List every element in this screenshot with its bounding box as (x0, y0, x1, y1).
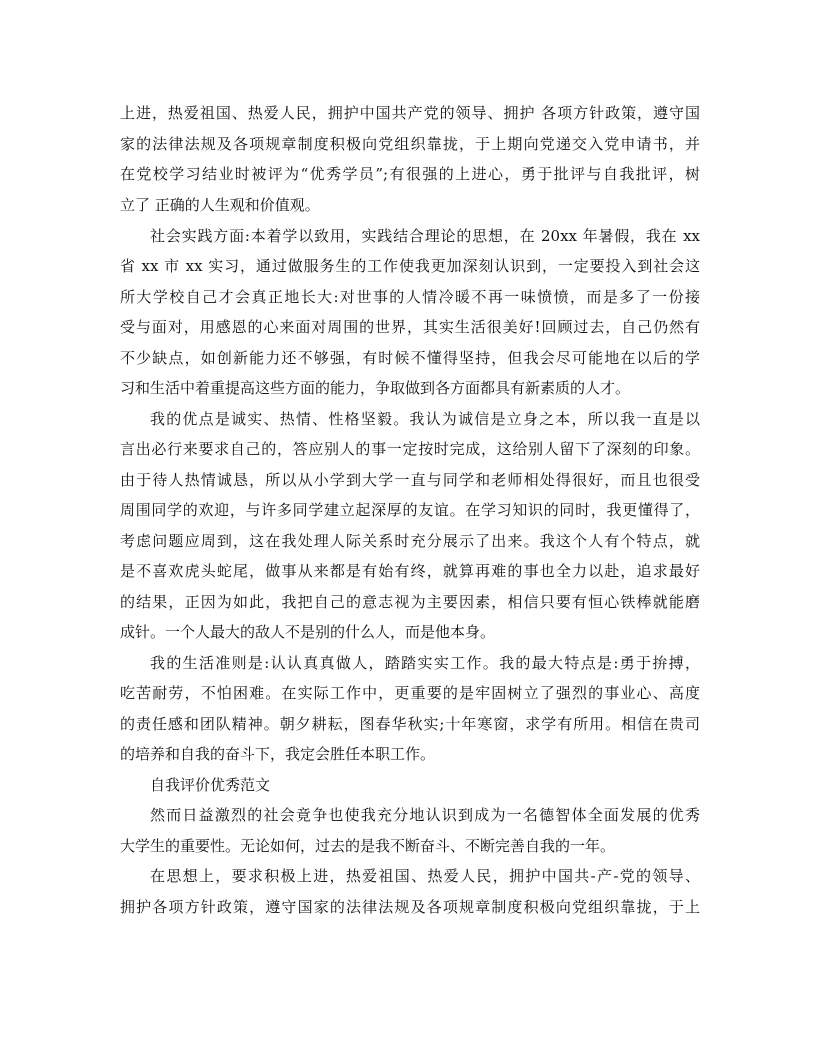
text-line: 我的优点是诚实、热情、性格坚毅。我认为诚信是立身之本，所以我一直是以 (150, 410, 700, 428)
text-line: 的结果，正因为如此，我把自己的意志视为主要因素，相信只要有恒心铁棒就能磨 (120, 593, 700, 611)
text-line: 不少缺点，如创新能力还不够强，有时候不懂得坚持，但我会尽可能地在以后的学 (120, 349, 700, 367)
text-line: 是不喜欢虎头蛇尾，做事从来都是有始有终，就算再难的事也全力以赴，追求最好 (120, 562, 700, 580)
text-line: 由于待人热情诚恳，所以从小学到大学一直与同学和老师相处得很好，而且也很受 (120, 471, 700, 489)
text-line: 成针。一个人最大的敌人不是别的什么人，而是他本身。 (120, 623, 496, 641)
text-line: 立了 正确的人生观和价值观。 (120, 196, 320, 214)
text-line: 社会实践方面:本着学以致用，实践结合理论的思想，在 20xx 年暑假，我在 xx (150, 227, 700, 245)
text-line: 上进，热爱祖国、热爱人民，拥护中国共产党的领导、拥护 各项方针政策，遵守国 (120, 104, 700, 122)
text-line: 我的生活准则是:认认真真做人，踏踏实实工作。我的最大特点是:勇于拚搏， (150, 654, 700, 672)
text-line: 周围同学的欢迎，与许多同学建立起深厚的友谊。在学习知识的同时，我更懂得了， (120, 501, 700, 519)
text-line: 的责任感和团队精神。朝夕耕耘，图春华秋实;十年寒窗，求学有所用。相信在贵司 (120, 715, 700, 733)
text-line: 言出必行来要求自己的，答应别人的事一定按时完成，这给别人留下了深刻的印象。 (120, 440, 700, 458)
text-line: 习和生活中着重提高这些方面的能力，争取做到各方面都具有新素质的人才。 (120, 379, 631, 397)
text-line: 考虑问题应周到，这在我处理人际关系时充分展示了出来。我这个人有个特点，就 (120, 532, 700, 550)
text-line: 在党校学习结业时被评为“优秀学员”;有很强的上进心，勇于批评与自我批评，树 (120, 165, 700, 183)
text-line: 吃苦耐劳，不怕困难。在实际工作中，更重要的是牢固树立了强烈的事业心、高度 (120, 684, 700, 702)
text-line: 然而日益激烈的社会竟争也使我充分地认识到成为一名德智体全面发展的优秀 (150, 806, 700, 824)
text-line: 的培养和自我的奋斗下，我定会胜任本职工作。 (120, 745, 436, 763)
text-line: 所大学校自己才会真正地长大:对世事的人情冷暖不再一味愤愤，而是多了一份接 (120, 288, 700, 306)
text-line: 受与面对，用感恩的心来面对周围的世界，其实生活很美好!回顾过去，自己仍然有 (120, 318, 700, 336)
text-line: 在思想上，要求积极上进，热爱祖国、热爱人民，拥护中国共-产-党的领导、 (150, 867, 700, 885)
section-heading: 自我评价优秀范文 (150, 776, 271, 794)
text-line: 省 xx 市 xx 实习，通过做服务生的工作使我更加深刻认识到，一定要投入到社会这 (120, 257, 700, 275)
text-line: 大学生的重要性。无论如何，过去的是我不断奋斗、不断完善自我的一年。 (120, 837, 616, 855)
text-line: 家的法律法规及各项规章制度积极向党组织靠拢，于上期向党递交入党申请书，并 (120, 135, 700, 153)
text-line: 拥护各项方针政策，遵守国家的法律法规及各项规章制度积极向党组织靠拢，于上 (120, 898, 700, 916)
